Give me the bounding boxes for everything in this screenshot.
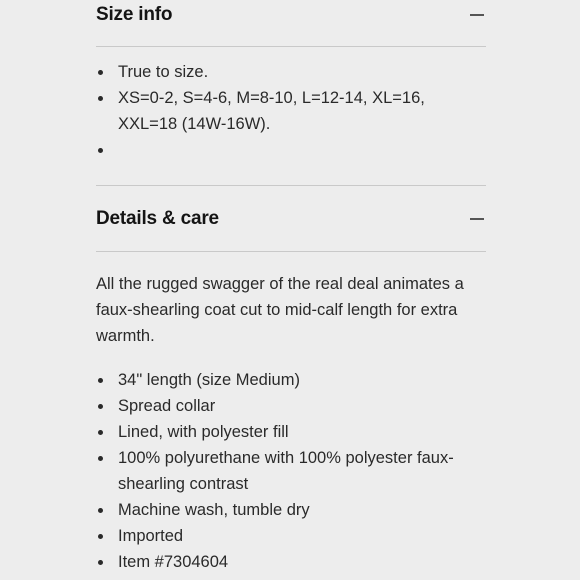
size-info-title: Size info xyxy=(96,4,173,25)
size-info-header[interactable] xyxy=(96,0,486,30)
details-care-content xyxy=(96,271,476,349)
details-care-title: Details & care xyxy=(96,208,219,229)
details-care-list xyxy=(96,367,476,575)
list-item: 100% polyurethane with 100% polyester faux-shearling contrast xyxy=(96,445,476,497)
list-item: Item #7304604 xyxy=(96,549,476,575)
size-info-divider-top xyxy=(96,46,486,47)
details-care-list-wrap xyxy=(96,367,476,575)
list-item: Lined, with polyester fill xyxy=(96,419,476,445)
size-info-content xyxy=(96,59,476,163)
product-description: All the rugged swagger of the real deal animates a faux-shearling coat cut to mid-calf length for extra warmth. xyxy=(96,275,464,345)
list-item: Machine wash, tumble dry xyxy=(96,497,476,523)
size-info-divider-bottom xyxy=(96,185,486,186)
size-info-list xyxy=(96,59,476,163)
list-item: XS=0-2, S=4-6, M=8-10, L=12-14, XL=16, XXL=18 (14W-16W). xyxy=(96,85,476,137)
details-care-header[interactable] xyxy=(96,204,486,234)
list-item: True to size. xyxy=(96,59,476,85)
list-item xyxy=(96,137,476,163)
collapse-minus-icon[interactable] xyxy=(470,14,484,16)
list-item: 34" length (size Medium) xyxy=(96,367,476,393)
list-item: Spread collar xyxy=(96,393,476,419)
collapse-minus-icon[interactable] xyxy=(470,218,484,220)
details-care-divider xyxy=(96,251,486,252)
list-item: Imported xyxy=(96,523,476,549)
